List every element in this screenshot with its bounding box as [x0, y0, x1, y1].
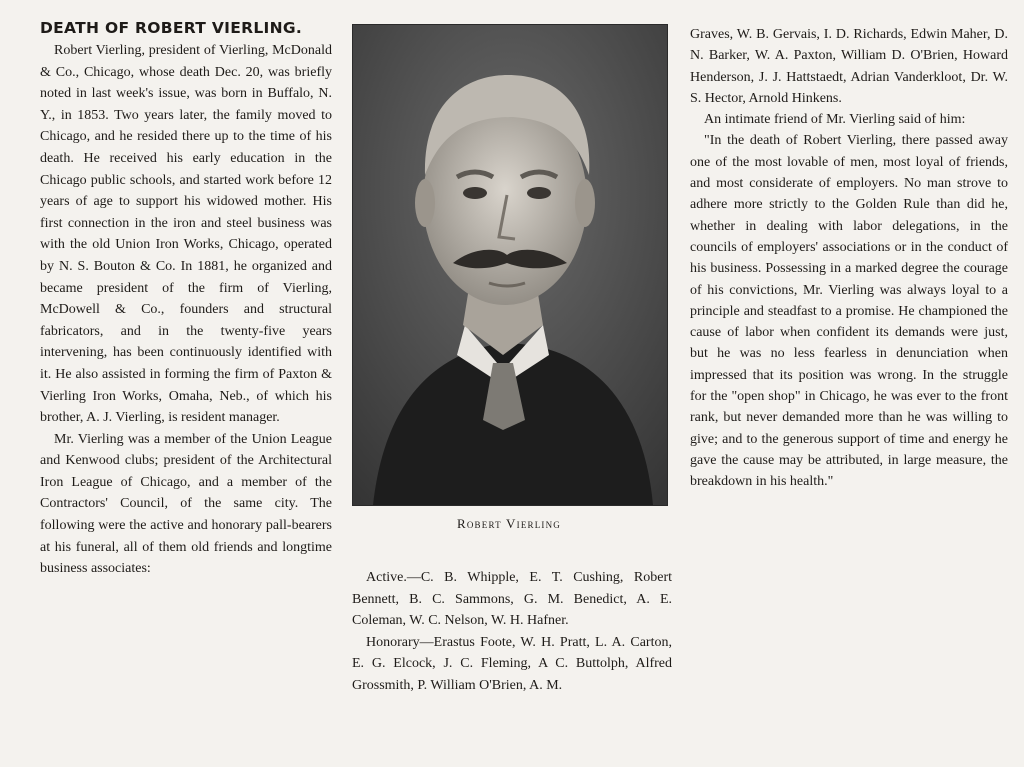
- portrait-photo: [352, 24, 668, 506]
- memberships-paragraph: Mr. Vierling was a member of the Union League and Kenwood clubs; president of the Architectural Iron League of Chicago, and a member of the Contractors' Council, of the same city. The following were the active and honorary pall-bearers at his funeral, all of them old friends and longtime business associates:: [40, 431, 332, 577]
- honorary-pallbearers-paragraph: Honorary—Erastus Foote, W. H. Pratt, L. A. Carton, E. G. Elcock, J. C. Fleming, A C. Buttolph, Alfred Grossmith, P. William O'Brien, A. M.: [352, 634, 672, 693]
- left-column: [40, 18, 332, 580]
- active-pallbearers-paragraph: Active.—C. B. Whipple, E. T. Cushing, Robert Bennett, B. C. Sammons, G. M. Benedict, A. E. Coleman, W. C. Nelson, W. H. Hafner.: [352, 570, 672, 629]
- friend-quote-paragraph: "In the death of Robert Vierling, there passed away one of the most lovable of men, most loyal of friends, and most considerate of employers. No man strove to adhere more strictly to the Golden Rule than did he, whether in dealing with labor delegations, in the councils of employers' associations or in the conduct of his business. Possessing in a marked degree the courage of his convictions, Mr. Vierling was always loyal to a principle and steadfast to a promise. He championed the cause of labor when confident its demands were just, but he was no less fearless in denunciation when impressed that its position was wrong. In the struggle for the "open shop" in Chicago, he was ever to the front rank, but never demanded more than he was willing to give; and to the generous support of time and energy he gave the cause may be attributed, in large measure, the breakdown in his health.": [690, 133, 1008, 490]
- right-column: [690, 24, 1008, 493]
- pallbearers-continued-paragraph: Graves, W. B. Gervais, I. D. Richards, Edwin Maher, D. N. Barker, W. A. Paxton, William D. O'Brien, Howard Henderson, J. J. Hattstaedt, Adrian Vanderkloot, Dr. W. S. Hector, Arnold Hinkens.: [690, 27, 1008, 106]
- portrait-illustration: [353, 25, 667, 505]
- middle-column-text: [352, 567, 672, 697]
- friend-intro-paragraph: An intimate friend of Mr. Vierling said of him:: [704, 112, 966, 128]
- article-headline: DEATH OF ROBERT VIERLING.: [40, 19, 303, 37]
- photo-caption: Robert Vierling: [456, 516, 562, 531]
- biography-paragraph: Robert Vierling, president of Vierling, McDonald & Co., Chicago, whose death Dec. 20, was briefly noted in last week's issue, was born in Buffalo, N. Y., in 1853. Two years later, the family moved to Chicago, and he resided there up to the time of his death. He received his early education in the Chicago public schools, and started work before 12 years of age to support his widowed mother. His first connection in the iron and steel business was with the old Union Iron Works, Chicago, operated by N. S. Bouton & Co. In 1881, he organized and became president of the firm of Vierling, McDowell & Co., founders and structural fabricators, and in the twenty-five years intervening, has been continuously identified with it. He also assisted in forming the firm of Paxton & Vierling Iron Works, Omaha, Neb., of which his brother, A. J. Vierling, is resident manager.: [40, 43, 332, 426]
